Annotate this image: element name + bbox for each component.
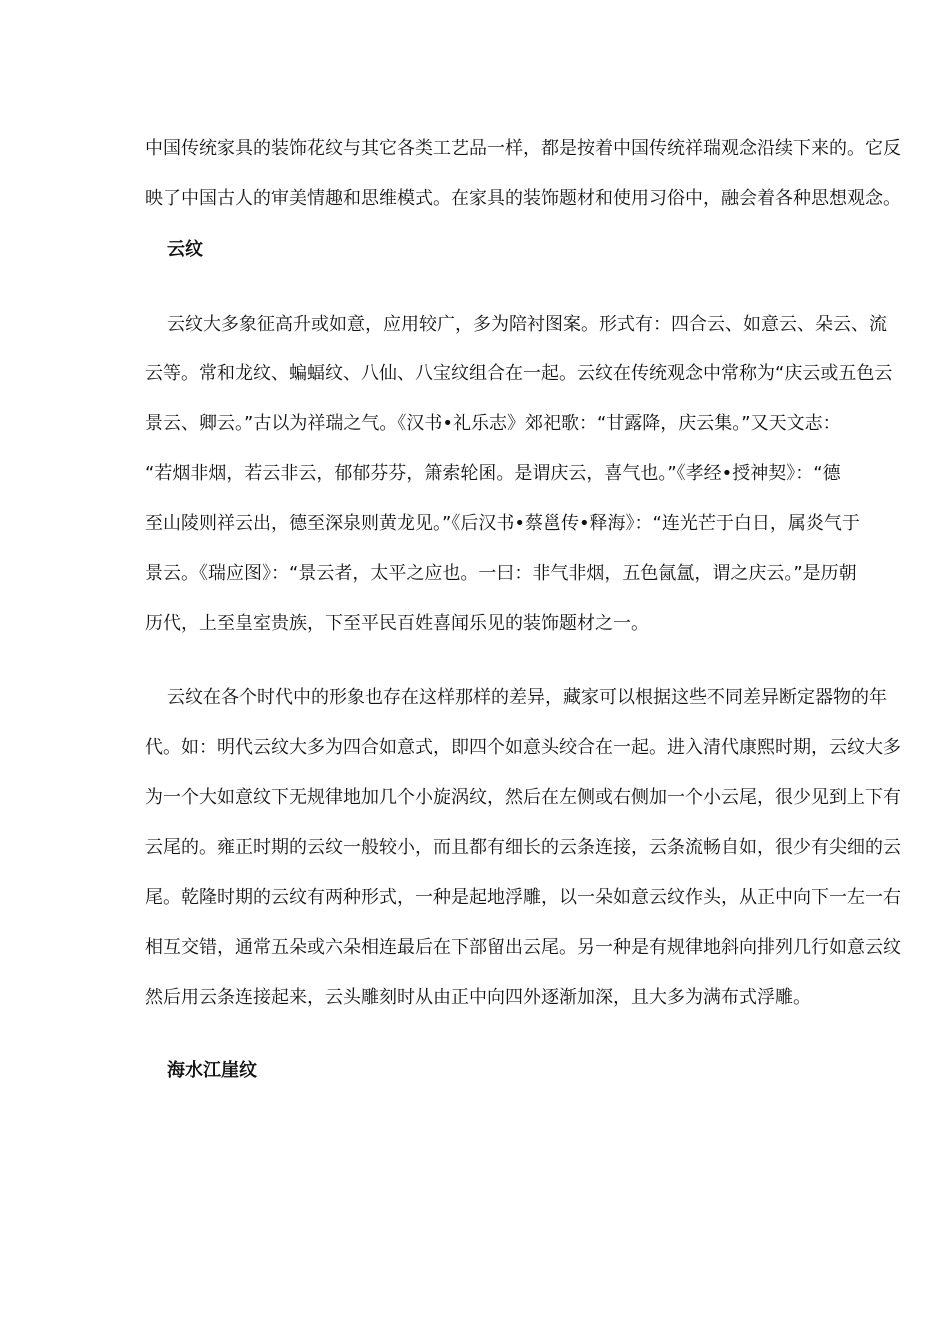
paragraph-line: “若烟非烟，若云非云，郁郁芬芬，箫索轮囷。是谓庆云，喜气也。”《孝经•授神契》：“德 [145, 463, 841, 484]
paragraph-line: 景云、卿云。”古以为祥瑞之气。《汉书•礼乐志》郊祀歌：“甘露降，庆云集。”又天文志： [145, 413, 841, 434]
intro-line-2: 映了中国古人的审美情趣和思维模式。在家具的装饰题材和使用习俗中，融会着各种思想观念。 [145, 188, 901, 209]
paragraph-line: 为一个大如意纹下无规律地加几个小旋涡纹，然后在左侧或右侧加一个小云尾，很少见到上下有 [145, 787, 901, 808]
paragraph-line: 尾。乾隆时期的云纹有两种形式，一种是起地浮雕，以一朵如意云纹作头，从正中向下一左一右 [145, 887, 901, 908]
paragraph-line: 历代，上至皇室贵族，下至平民百姓喜闻乐见的装饰题材之一。 [145, 613, 649, 634]
paragraph-line: 云纹在各个时代中的形象也存在这样那样的差异，藏家可以根据这些不同差异断定器物的年 [167, 687, 887, 708]
section-heading-sea-cliff-pattern: 海水江崖纹 [167, 1060, 257, 1081]
paragraph-line: 云尾的。雍正时期的云纹一般较小，而且都有细长的云条连接，云条流畅自如，很少有尖细的云 [145, 837, 901, 858]
paragraph-line: 景云。《瑞应图》：“景云者，太平之应也。一曰：非气非烟，五色氤氲，谓之庆云。”是历朝 [145, 563, 857, 584]
paragraph-line: 相互交错，通常五朵或六朵相连最后在下部留出云尾。另一种是有规律地斜向排列几行如意云纹 [145, 937, 901, 958]
paragraph-line: 然后用云条连接起来，云头雕刻时从由正中向四外逐渐加深，且大多为满布式浮雕。 [145, 987, 811, 1008]
paragraph-line: 代。如：明代云纹大多为四合如意式，即四个如意头绞合在一起。进入清代康熙时期，云纹大多 [145, 737, 901, 758]
paragraph-line: 云纹大多象征高升或如意，应用较广，多为陪衬图案。形式有：四合云、如意云、朵云、流 [167, 314, 887, 335]
section-heading-cloud-pattern: 云纹 [167, 239, 203, 260]
paragraph-line: 至山陵则祥云出，德至深泉则黄龙见。”《后汉书•蔡邕传•释海》：“连光芒于白日，属炎气于 [145, 513, 860, 534]
intro-line-1: 中国传统家具的装饰花纹与其它各类工艺品一样，都是按着中国传统祥瑞观念沿续下来的。它反 [145, 138, 901, 159]
paragraph-line: 云等。常和龙纹、蝙蝠纹、八仙、八宝纹组合在一起。云纹在传统观念中常称为“庆云或五色云 [145, 363, 893, 384]
